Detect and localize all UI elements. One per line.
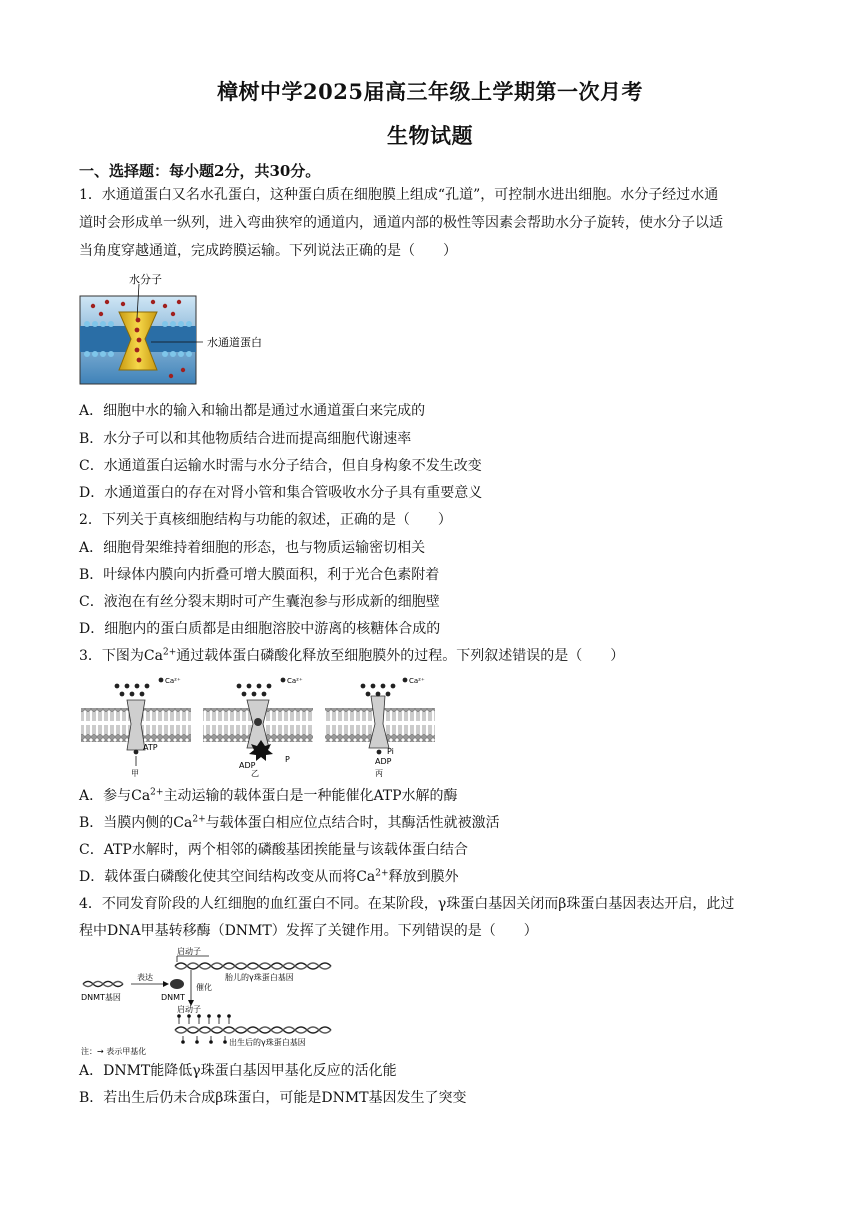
q3-stem-suffix: 通过载体蛋白磷酸化释放至细胞膜外的过程。下列叙述错误的是（ ） — [176, 648, 625, 664]
q3-figure-adp-label-2: ADP — [375, 757, 392, 766]
q3-option-a-sup: 2+ — [150, 787, 164, 798]
q4-figure-dnmt — [79, 946, 339, 1058]
q4-figure-promoter-label-1: 启动子 — [177, 947, 201, 956]
q3-option-c: C．ATP水解时，两个相邻的磷酸基团挨能量与该载体蛋白结合 — [79, 842, 468, 858]
q1-stem-line3: 当角度穿越通道，完成跨膜运输。下列说法正确的是（ ） — [79, 243, 457, 259]
q4-figure-note: 注：→ 表示甲基化 — [81, 1047, 147, 1056]
exam-subtitle: 生物试题 — [387, 123, 473, 148]
q3-figure-ca-label-3: Ca²⁺ — [409, 677, 425, 685]
q1-figure-water-channel — [79, 272, 289, 390]
q3-figure-panel-bing: 丙 — [375, 769, 383, 778]
q4-figure-express-label: 表达 — [137, 973, 153, 982]
q1-option-c: C．水通道蛋白运输水时需与水分子结合，但自身构象不发生改变 — [79, 458, 482, 474]
section-heading: 一、选择题：每小题2分，共30分。 — [79, 162, 321, 180]
q3-figure-panel-yi: 乙 — [251, 769, 259, 778]
q4-figure-dnmt-gene-label: DNMT基因 — [81, 993, 121, 1002]
q4-stem-line1: 4．不同发育阶段的人红细胞的血红蛋白不同。在某阶段，γ珠蛋白基因关闭而β珠蛋白基因表达开启，此过 — [79, 896, 735, 912]
q3-stem-prefix: 3．下图为Ca — [79, 648, 163, 664]
q3-option-b — [79, 812, 500, 834]
q4-figure-promoter-label-2: 启动子 — [177, 1005, 201, 1014]
q3-stem-sup: 2+ — [162, 647, 177, 658]
q2-stem: 2．下列关于真核细胞结构与功能的叙述，正确的是（ ） — [79, 512, 452, 528]
q3-figure-ca-pump — [79, 672, 449, 780]
q1-figure-label-water: 水分子 — [129, 273, 162, 286]
q3-option-a-suffix: 主动运输的载体蛋白是一种能催化ATP水解的酶 — [163, 788, 458, 804]
q1-option-d: D．水通道蛋白的存在对肾小管和集合管吸收水分子具有重要意义 — [79, 485, 483, 501]
q4-figure-postnatal-gene-label: 出生后的γ珠蛋白基因 — [229, 1038, 306, 1047]
q3-option-b-sup: 2+ — [192, 814, 206, 825]
q1-option-b: B．水分子可以和其他物质结合进而提高细胞代谢速率 — [79, 431, 412, 447]
q3-figure-p-label: P — [285, 755, 290, 764]
q3-option-a — [79, 785, 458, 807]
q4-stem-line2: 程中DNA甲基转移酶（DNMT）发挥了关键作用。下列错误的是（ ） — [79, 923, 538, 939]
q3-figure-pi-label: Pi — [387, 747, 394, 756]
q3-option-b-suffix: 与载体蛋白相应位点结合时，其酶活性就被激活 — [205, 815, 500, 831]
q3-figure-ca-label-1: Ca²⁺ — [165, 677, 181, 685]
q3-option-b-prefix: B．当膜内侧的Ca — [79, 815, 193, 831]
q3-option-d — [79, 866, 459, 888]
q1-option-a: A．细胞中水的输入和输出都是通过水通道蛋白来完成的 — [79, 403, 426, 419]
q2-option-c: C．液泡在有丝分裂末期时可产生囊泡参与形成新的细胞壁 — [79, 594, 440, 610]
q2-option-b: B．叶绿体内膜向内折叠可增大膜面积，利于光合色素附着 — [79, 567, 440, 583]
q3-figure-panel-jia: 甲 — [131, 769, 139, 778]
q3-option-a-prefix: A．参与Ca — [79, 788, 151, 804]
q3-figure-ca-label-2: Ca²⁺ — [287, 677, 303, 685]
q1-stem-line1: 1．水通道蛋白又名水孔蛋白，这种蛋白质在细胞膜上组成“孔道”，可控制水进出细胞。水分子经过水通 — [79, 187, 719, 203]
exam-title: 樟树中学2025届高三年级上学期第一次月考 — [217, 79, 643, 104]
q3-figure-adp-label: ADP — [239, 761, 256, 770]
q4-figure-catalyze-label: 催化 — [196, 983, 212, 992]
q2-option-a: A．细胞骨架维持着细胞的形态，也与物质运输密切相关 — [79, 540, 426, 556]
q3-figure-atp-label: ATP — [143, 743, 158, 752]
q4-figure-dnmt-label: DNMT — [161, 993, 185, 1002]
q3-option-d-prefix: D．载体蛋白磷酸化使其空间结构改变从而将Ca — [79, 869, 376, 885]
q3-option-d-suffix: 释放到膜外 — [388, 869, 459, 885]
q4-option-a: A．DNMT能降低γ珠蛋白基因甲基化反应的活化能 — [79, 1063, 397, 1079]
q2-option-d: D．细胞内的蛋白质都是由细胞溶胶中游离的核糖体合成的 — [79, 621, 441, 637]
q3-stem — [79, 645, 624, 667]
q3-option-d-sup: 2+ — [375, 868, 389, 879]
q4-option-b: B．若出生后仍未合成β珠蛋白，可能是DNMT基因发生了突变 — [79, 1090, 467, 1106]
q1-figure-label-channel: 水通道蛋白 — [207, 336, 262, 349]
q1-stem-line2: 道时会形成单一纵列，进入弯曲狭窄的通道内，通道内部的极性等因素会帮助水分子旋转，使水分子以适 — [79, 215, 723, 231]
q4-figure-fetal-gene-label: 胎儿的γ珠蛋白基因 — [225, 973, 294, 982]
